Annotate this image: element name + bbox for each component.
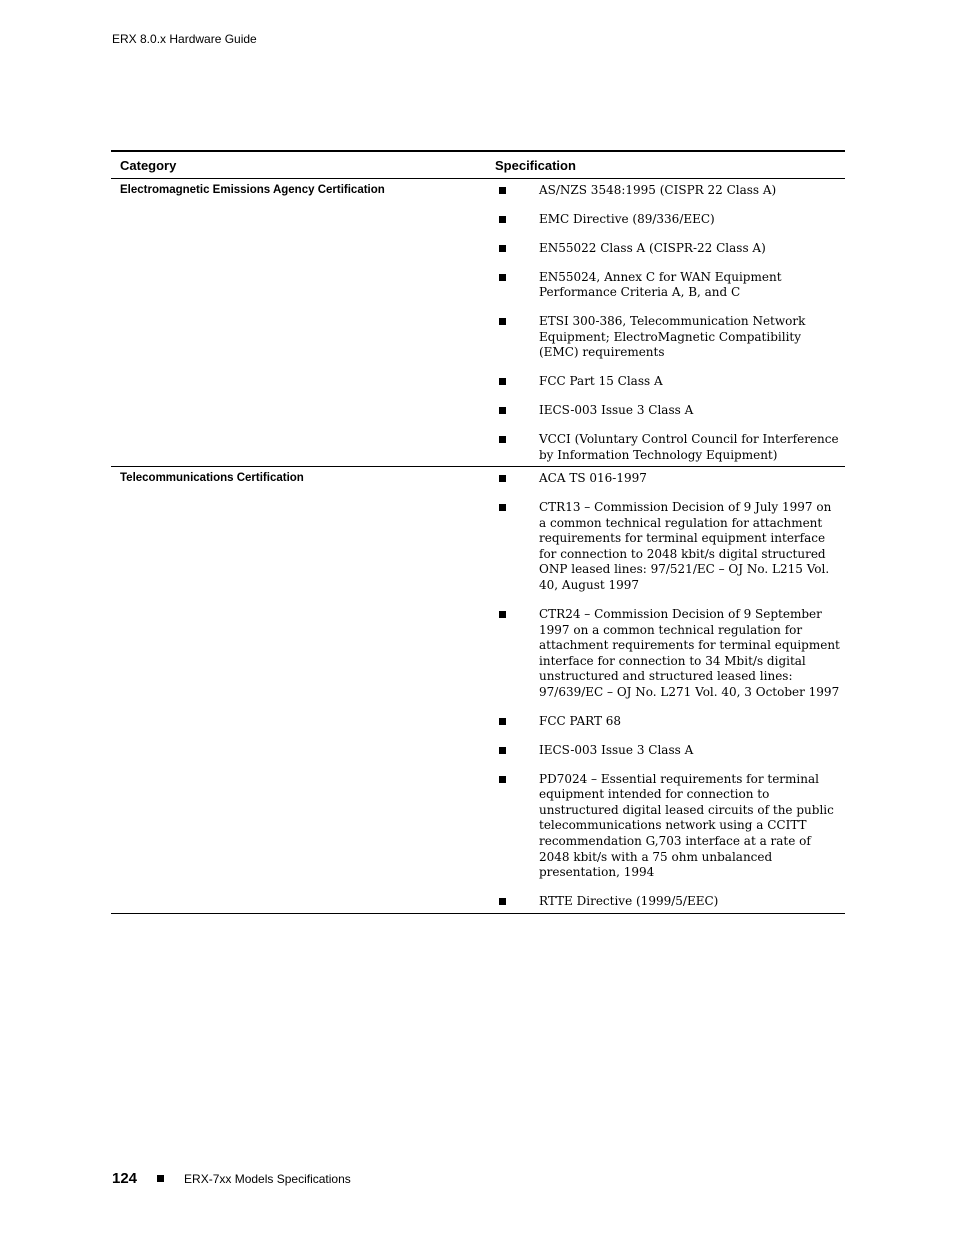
spec-item: IECS-003 Issue 3 Class A (486, 403, 845, 419)
table-row (111, 467, 845, 913)
spec-item: PD7024 – Essential requirements for terminal equipment intended for connection to unstructured digital leased circuits of the public telecommunications network using a CCITT recommendation G,703 interface at a rate of 2048 kbit/s with a 75 ohm unbalanced presentation, 1994 (486, 772, 845, 881)
column-header-specification: Specification (486, 151, 845, 179)
spec-item: AS/NZS 3548:1995 (CISPR 22 Class A) (486, 183, 845, 199)
column-header-category: Category (111, 151, 486, 179)
spec-item: CTR24 – Commission Decision of 9 September 1997 on a common technical regulation for attachment requirements for terminal equipment interface for connection to 34 Mbit/s digital unstructured and structured leased lines: 97/639/EC – OJ No. L271 Vol. 40, 3 October 1997 (486, 607, 845, 701)
spec-list (486, 467, 845, 912)
spec-item: VCCI (Voluntary Control Council for Interference by Information Technology Equipment) (486, 432, 845, 463)
square-bullet-icon (499, 718, 506, 725)
square-bullet-icon (499, 436, 506, 443)
spec-item: EN55024, Annex C for WAN Equipment Performance Criteria A, B, and C (486, 270, 845, 301)
specification-cell (486, 467, 845, 913)
page-footer (112, 1170, 351, 1187)
spec-item: ACA TS 016-1997 (486, 471, 845, 487)
square-bullet-icon (499, 898, 506, 905)
table-row (111, 179, 845, 467)
square-bullet-icon (499, 747, 506, 754)
page-number: 124 (112, 1170, 138, 1187)
square-bullet-icon (499, 611, 506, 618)
specification-cell (486, 179, 845, 467)
spec-item: FCC PART 68 (486, 714, 845, 730)
square-bullet-icon (499, 318, 506, 325)
square-bullet-icon (499, 407, 506, 414)
square-bullet-icon (499, 274, 506, 281)
square-bullet-icon (499, 504, 506, 511)
square-bullet-icon (499, 245, 506, 252)
square-bullet-icon (499, 216, 506, 223)
category-cell: Electromagnetic Emissions Agency Certification (111, 179, 486, 467)
square-bullet-icon (157, 1175, 164, 1182)
spec-item: RTTE Directive (1999/5/EEC) (486, 894, 845, 910)
square-bullet-icon (499, 187, 506, 194)
square-bullet-icon (499, 776, 506, 783)
footer-section-title: ERX-7xx Models Specifications (184, 1171, 351, 1186)
spec-item: ETSI 300-386, Telecommunication Network Equipment; ElectroMagnetic Compatibility (EMC) requirements (486, 314, 845, 361)
spec-item: CTR13 – Commission Decision of 9 July 1997 on a common technical regulation for attachment requirements for terminal equipment interface for connection to 2048 kbit/s digital structured ONP leased lines: 97/521/EC – OJ No. L215 Vol. 40, August 1997 (486, 500, 845, 594)
category-cell: Telecommunications Certification (111, 467, 486, 913)
spec-item: EMC Directive (89/336/EEC) (486, 212, 845, 228)
specification-table (111, 150, 845, 914)
square-bullet-icon (499, 475, 506, 482)
spec-list (486, 179, 845, 466)
spec-item: FCC Part 15 Class A (486, 374, 845, 390)
running-header: ERX 8.0.x Hardware Guide (112, 32, 257, 46)
table-header-row (111, 151, 845, 179)
spec-item: IECS-003 Issue 3 Class A (486, 743, 845, 759)
spec-item: EN55022 Class A (CISPR-22 Class A) (486, 241, 845, 257)
square-bullet-icon (499, 378, 506, 385)
